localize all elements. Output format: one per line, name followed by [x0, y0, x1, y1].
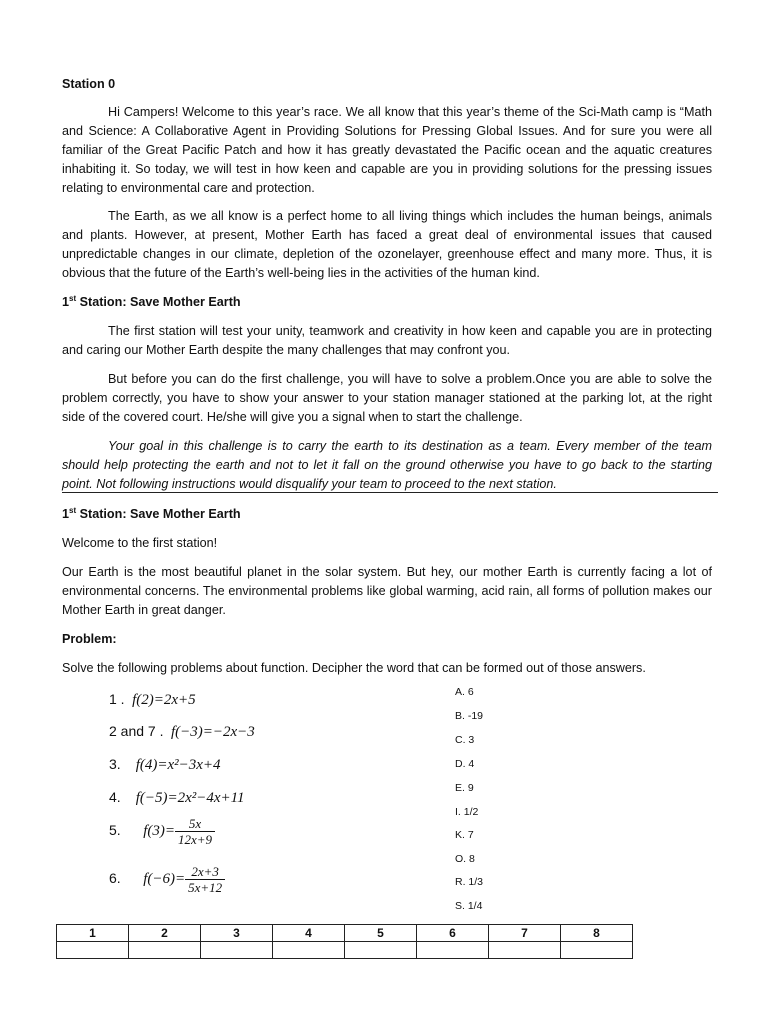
problem-instructions: Solve the following problems about function. Decipher the word that can be formed out of those answers. [62, 661, 646, 675]
station1-card-heading: 1st Station: Save Mother Earth [62, 505, 241, 521]
choice-a: A. 6 [455, 686, 474, 698]
choice-c: C. 3 [455, 734, 475, 746]
choice-e: E. 9 [455, 782, 474, 794]
section-divider [62, 492, 718, 493]
problem-5: 5. f(3)= $\frac{5x}{12x+9}$ [109, 816, 215, 847]
answer-cell[interactable] [489, 942, 561, 959]
station0-title: Station 0 [62, 77, 116, 91]
choice-b: B. -19 [455, 710, 484, 722]
station0-paragraph-1: Hi Campers! Welcome to this year’s race. We all know that this year’s theme of the Sci-Math camp is “Math and Science: A Collaborative Agent in Providing Solutions for Pressing Global Issues. And for sure you were all familiar of the Great Pacific Patch and how it has greatly devastated the Pacific ocean and the aquatic creatures inhabiting it. So today, we will test in how keen and capable are you in providing solutions for the pressing issues relating to environmental care and protection. [62, 105, 712, 195]
station1-instruction-paragraph: But before you can do the first challenge, you will have to solve a problem.Once you are able to solve the problem correctly, you have to show your answer to your station manager stationed at the parking lot, at the right side of the covered court. He/she will give you a signal when to start the challenge. [62, 372, 712, 424]
problem-6-fraction: $\frac{2x+3}{5x+12}$ [185, 864, 225, 895]
answer-header: 3 [201, 925, 273, 942]
station1-intro-paragraph: The first station will test your unity, teamwork and creativity in how keen and capable you are in protecting and caring our Mother Earth despite the many challenges that may confront you. [62, 324, 712, 357]
problem-1: 1 . f(2)=2x+5 [109, 691, 196, 708]
choice-d: D. 4 [455, 758, 475, 770]
choice-i: I. 1/2 [455, 806, 479, 818]
problem-5-fraction: $\frac{5x}{12x+9}$ [175, 816, 215, 847]
answer-header: 1 [57, 925, 129, 942]
answer-cell[interactable] [345, 942, 417, 959]
answer-cell[interactable] [57, 942, 129, 959]
problem-3: 3. f(4)=x²−3x+4 [109, 756, 221, 773]
choice-r: R. 1/3 [455, 876, 484, 888]
answer-cell[interactable] [129, 942, 201, 959]
station1-body: Our Earth is the most beautiful planet in the solar system. But hey, our mother Earth is currently facing a lot of environmental concerns. The environmental problems like global warming, acid rain, all forms of pollution makes our Mother Earth in great danger. [62, 565, 712, 617]
answer-table [56, 924, 633, 959]
problem-label: Problem: [62, 632, 117, 646]
choice-s: S. 1/4 [455, 900, 483, 912]
problem-4: 4. f(−5)=2x²−4x+11 [109, 789, 245, 806]
answer-cell[interactable] [561, 942, 633, 959]
answer-table-blank-row [57, 942, 633, 959]
station1-heading: 1st Station: Save Mother Earth [62, 293, 241, 309]
answer-header: 2 [129, 925, 201, 942]
station1-welcome: Welcome to the first station! [62, 536, 218, 550]
choice-k: K. 7 [455, 829, 474, 841]
answer-header: 6 [417, 925, 489, 942]
station1-goal-paragraph: Your goal in this challenge is to carry the earth to its destination as a team. Every member of the team should help protecting the earth and not to let it fall on the ground otherwise you have to go back to the starting point. Not following instructions would disqualify your team to proceed to the next station. [62, 439, 712, 491]
station0-paragraph-2: The Earth, as we all know is a perfect home to all living things which includes the human beings, animals and plants. However, at present, Mother Earth has faced a great deal of environmental issues that caused unpredictable changes in our climate, depletion of the ozonelayer, greenhouse effect and many more. Thus, it is obvious that the future of the Earth’s well-being lies in the activities of the human kind. [62, 209, 712, 280]
problem-6: 6. f(−6)= $\frac{2x+3}{5x+12}$ [109, 864, 225, 895]
choice-o: O. 8 [455, 853, 475, 865]
answer-header: 5 [345, 925, 417, 942]
answer-cell[interactable] [417, 942, 489, 959]
answer-header: 8 [561, 925, 633, 942]
problem-2-7: 2 and 7 . f(−3)=−2x−3 [109, 723, 255, 740]
answer-table-header-row [57, 925, 633, 942]
answer-header: 7 [489, 925, 561, 942]
answer-header: 4 [273, 925, 345, 942]
answer-cell[interactable] [201, 942, 273, 959]
answer-cell[interactable] [273, 942, 345, 959]
